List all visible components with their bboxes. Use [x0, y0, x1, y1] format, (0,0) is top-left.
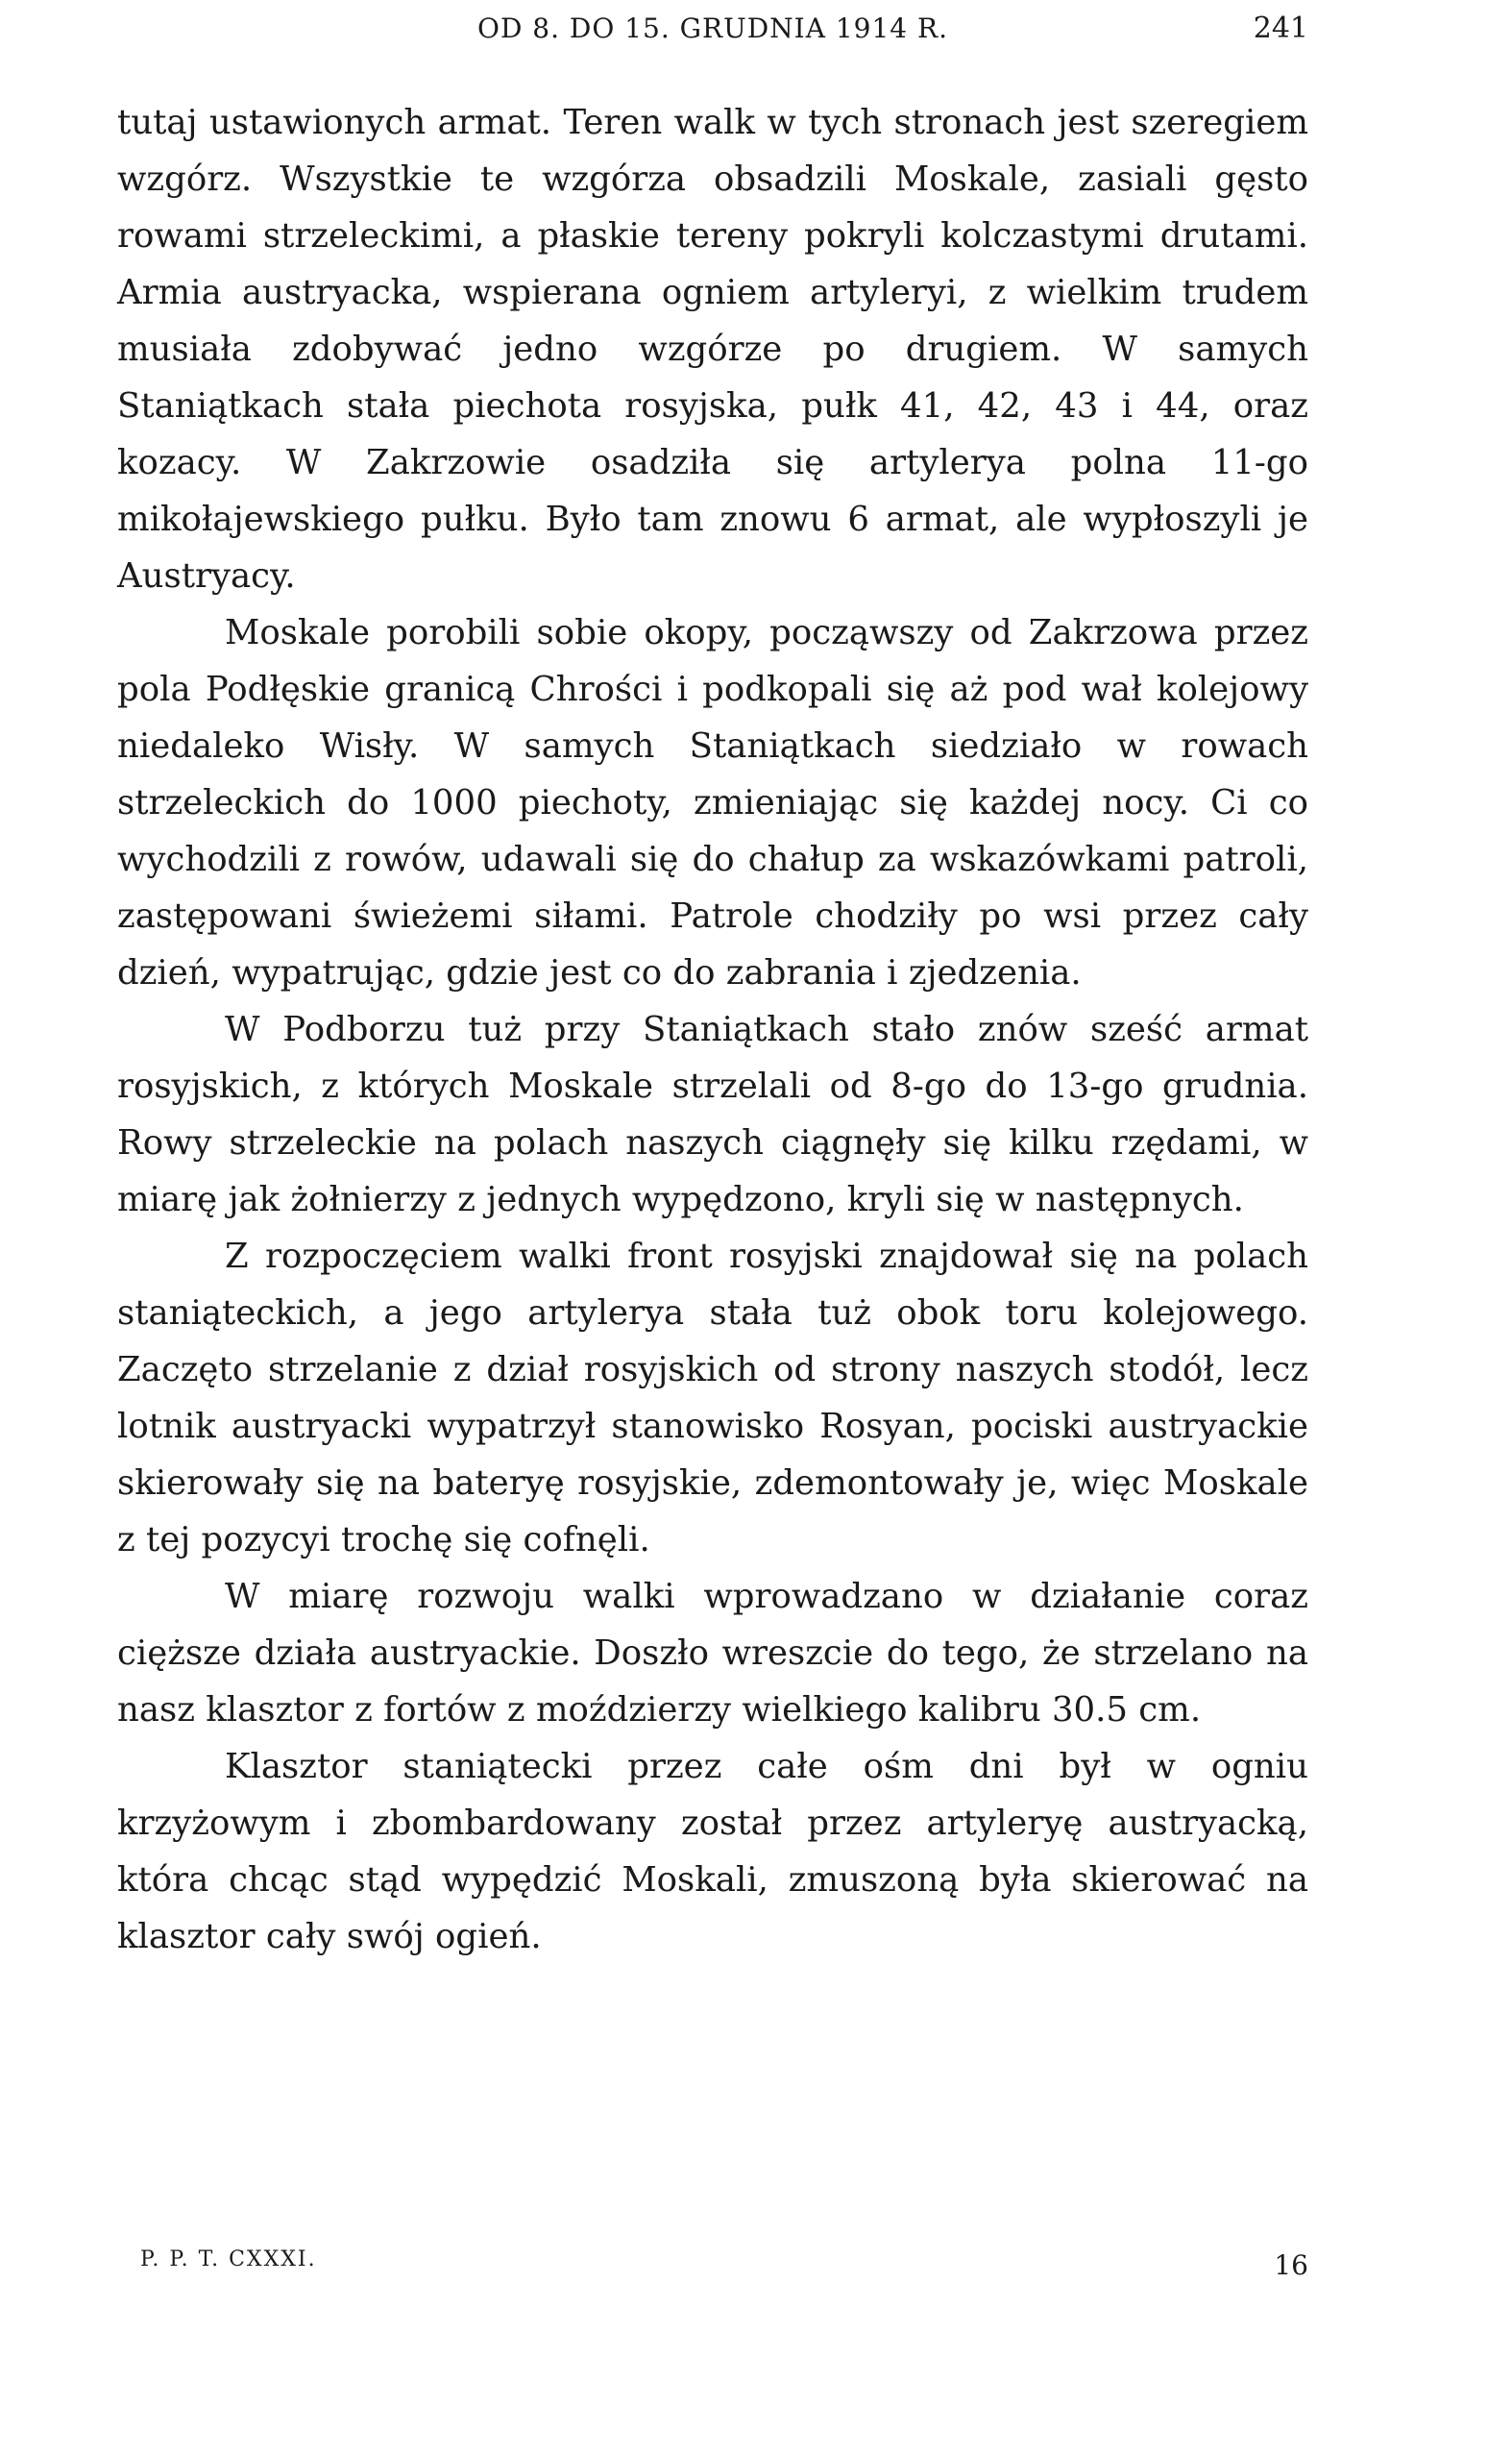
- body-text: [117, 94, 1308, 1965]
- printer-signature: P. P. T. CXXXI.: [140, 2247, 317, 2271]
- running-head: [117, 8, 1308, 50]
- paragraph-3: W Podborzu tuż przy Staniątkach stało znów sześć armat rosyjskich, z których Moskale strzelali od 8-go do 13-go grudnia. Rowy strzeleckie na polach naszych ciągnęły się kilku rzędami, w miarę jak żołnierzy z jednych wypędzono, kryli się w następnych.: [117, 1010, 1308, 1219]
- paragraph-5: W miarę rozwoju walki wprowadzano w działanie coraz cięższe działa austryackie. Doszło wreszcie do tego, że strzelano na nasz klasztor z fortów z moździerzy wielkiego kalibru 30.5 cm.: [117, 1577, 1308, 1730]
- paragraph-4: Z rozpoczęciem walki front rosyjski znajdował się na polach staniąteckich, a jego artylerya stała tuż obok toru kolejowego. Zaczęto strzelanie z dział rosyjskich od strony naszych stodół, lecz lotnik austryacki wypatrzył stanowisko Rosyan, pociski austryackie skierowały się na bateryę rosyjskie, zdemontowały je, więc Moskale z tej pozycyi trochę się cofnęli.: [117, 1237, 1308, 1559]
- paragraph-2: Moskale porobili sobie okopy, począwszy od Zakrzowa przez pola Podłęskie granicą Chrości i podkopali się aż pod wał kolejowy niedaleko Wisły. W samych Staniątkach siedziało w rowach strzeleckich do 1000 piechoty, zmieniając się każdej nocy. Ci co wychodzili z rowów, udawali się do chałup za wskazówkami patroli, zastępowani świeżemi siłami. Patrole chodziły po wsi przez cały dzień, wypatrując, gdzie jest co do zabrania i zjedzenia.: [117, 613, 1308, 993]
- running-title: OD 8. DO 15. GRUDNIA 1914 R.: [477, 12, 948, 44]
- paragraph-6: Klasztor staniątecki przez całe ośm dni był w ogniu krzyżowym i zbombardowany został przez artyleryę austryacką, która chcąc stąd wypędzić Moskali, zmuszoną była skierować na klasztor cały swój ogień.: [117, 1747, 1308, 1956]
- page-number: 241: [1253, 12, 1308, 45]
- sheet-number: 16: [1274, 2249, 1308, 2281]
- page-footer: [117, 2241, 1308, 2289]
- paragraph-1: tutaj ustawionych armat. Teren walk w tych stronach jest szeregiem wzgórz. Wszystkie te wzgórza obsadzili Moskale, zasiali gęsto rowami strzeleckimi, a płaskie tereny pokryli kolczastymi drutami. Armia austryacka, wspierana ogniem artyleryi, z wielkim trudem musiała zdobywać jedno wzgórze po drugiem. W samych Staniątkach stała piechota rosyjska, pułk 41, 42, 43 i 44, oraz kozacy. W Zakrzowie osadziła się artylerya polna 11-go mikołajewskiego pułku. Było tam znowu 6 armat, ale wypłoszyli je Austryacy.: [117, 103, 1308, 596]
